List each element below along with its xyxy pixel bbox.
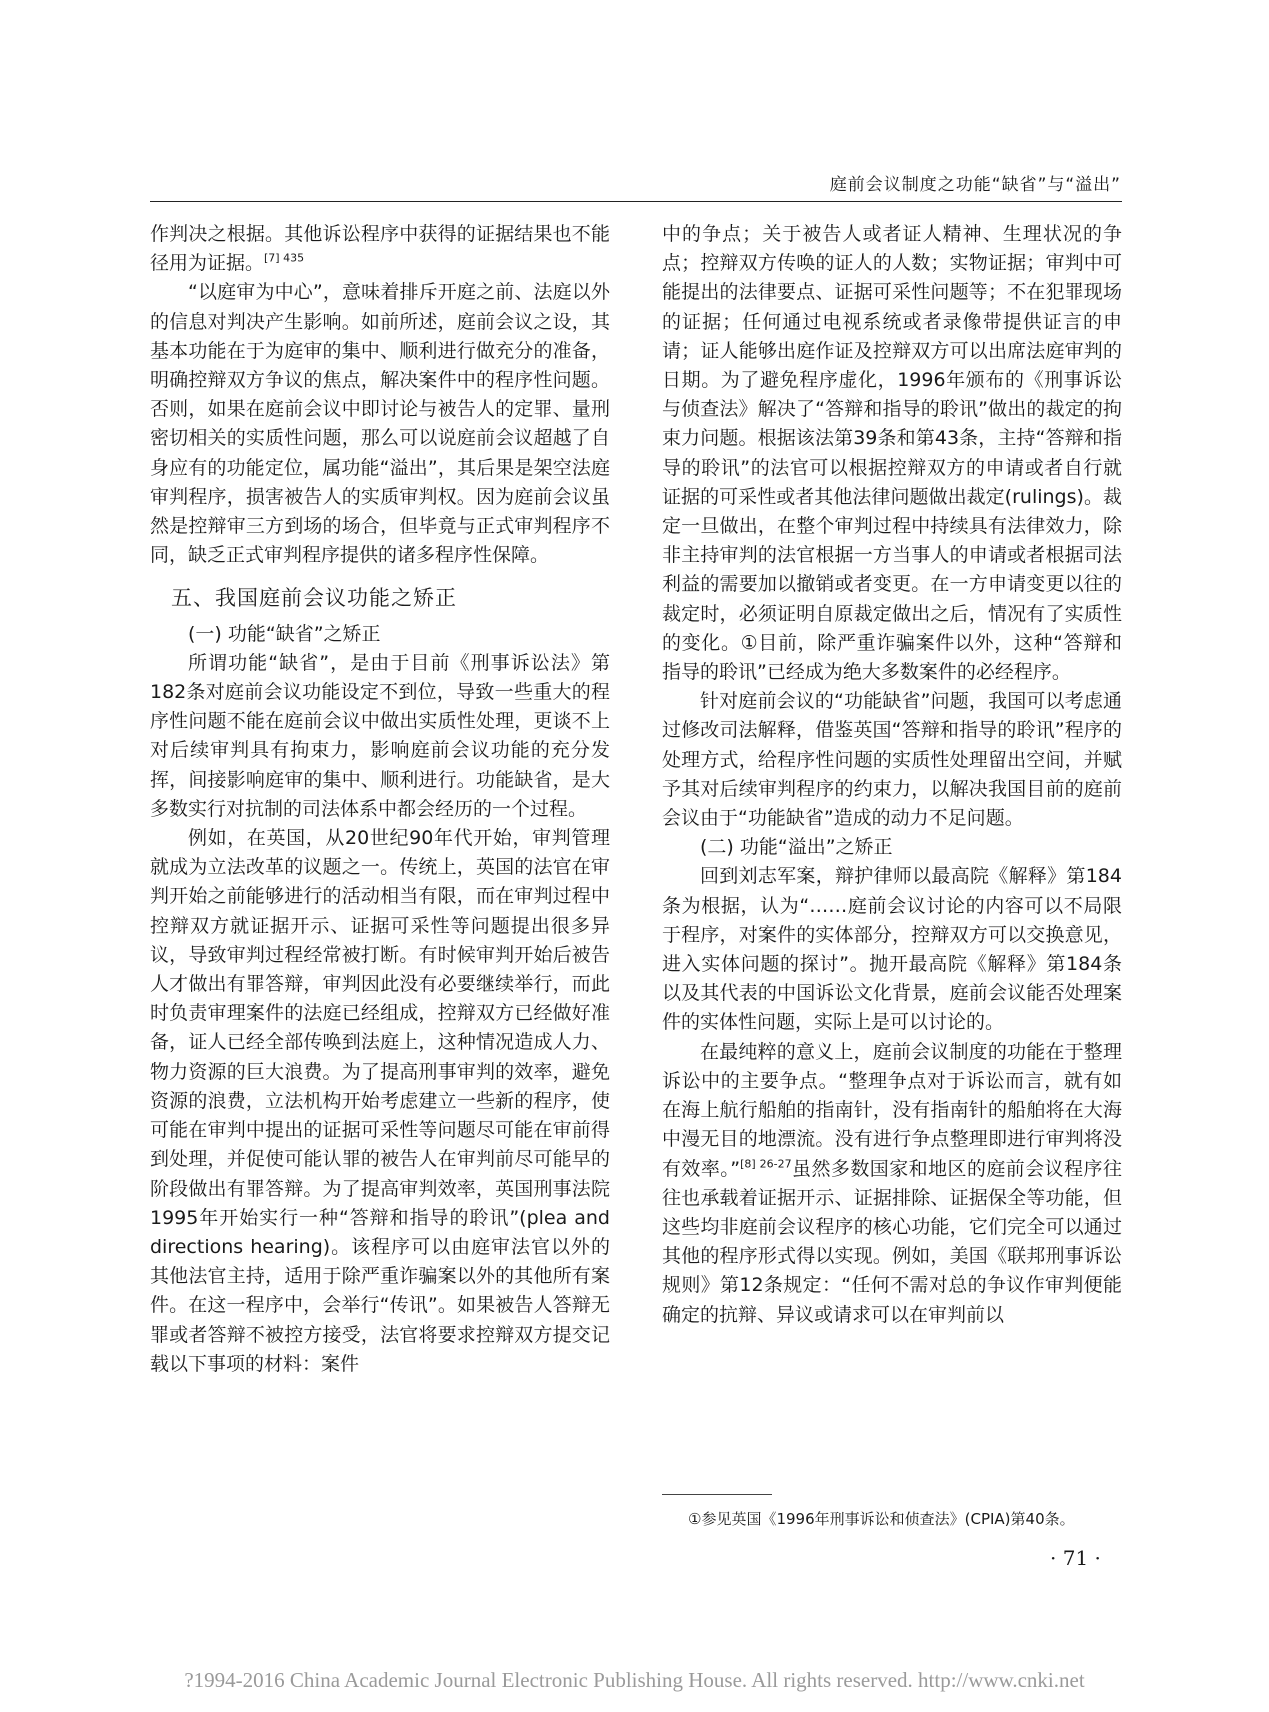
left-column [150, 220, 610, 1379]
running-title: 庭前会议制度之功能“缺省”与“溢出” [829, 175, 1121, 195]
copyright-line: ?1994-2016 China Academic Journal Electronic Publishing House. All rights reserved. http://www.cnki.net [184, 1668, 1085, 1692]
paragraph-text: 目前，除严重诈骗案件以外，这种“答辩和指导的聆讯”已经成为绝大多数案件的必经程序。 [662, 631, 1122, 684]
paragraph: 针对庭前会议的“功能缺省”问题，我国可以考虑通过修改司法解释，借鉴英国“答辩和指导的聆讯”程序的处理方式，给程序性问题的实质性处理留出空间，并赋予其对后续审判程序的约束力，以解决我国目前的庭前会议由于“功能缺省”造成的动力不足问题。 [662, 690, 1122, 830]
paragraph-text: 在最纯粹的意义上，庭前会议制度的功能在于整理诉讼中的主要争点。“整理争点对于诉讼而言，就有如在海上航行船舶的指南针，没有指南针的船舶将在大海中漫无目的地漂流。没有进行争点整理即进行审判将没有效率。” [662, 1040, 1122, 1180]
citation-ref: [8] 26-27 [740, 1157, 792, 1171]
paragraph-text: 中的争点；关于被告人或者证人精神、生理状况的争点；控辩双方传唤的证人的人数；实物证据；审判中可能提出的法律要点、证据可采性问题等；不在犯罪现场的证据；任何通过电视系统或者录像带提供证言的申请；证人能够出庭作证及控辩双方可以出席法庭审判的日期。为了避免程序虚化，1996年颁布的《刑事诉讼与侦查法》解决了“答辩和指导的聆讯”做出的裁定的拘束力问题。根据该法第39条和第43条，主持“答辩和指导的聆讯”的法官可以根据控辩双方的申请或者自行就证据的可采性或者其他法律问题做出裁定(rulings)。裁定一旦做出，在整个审判过程中持续具有法律效力，除非主持审判的法官根据一方当事人的申请或者根据司法利益的需要加以撤销或者变更。在一方申请变更以往的裁定时，必须证明自原裁定做出之后，情况有了实质性的变化。 [662, 223, 1122, 654]
footnote-rule [662, 1494, 772, 1495]
paragraph [150, 220, 610, 278]
footnote: ①参见英国《1996年刑事诉讼和侦查法》(CPIA)第40条。 [688, 1510, 1075, 1528]
paragraph: 回到刘志军案，辩护律师以最高院《解释》第184条为根据，认为“……庭前会议讨论的内容可以不局限于程序，对案件的实体部分，控辩双方可以交换意见，进入实体问题的探讨”。抛开最高院《解释》第184条以及其代表的中国诉讼文化背景，庭前会议能否处理案件的实体性问题，实际上是可以讨论的。 [662, 865, 1122, 1034]
subsection-heading: (一) 功能“缺省”之矫正 [188, 622, 381, 645]
paragraph: 例如，在英国，从20世纪90年代开始，审判管理就成为立法改革的议题之一。传统上，英国的法官在审判开始之前能够进行的活动相当有限，而在审判过程中控辩双方就证据开示、证据可采性等问题提出很多异议，导致审判过程经常被打断。有时候审判开始后被告人才做出有罪答辩，审判因此没有必要继续举行，而此时负责审理案件的法庭已经组成，控辩双方已经做好准备，证人已经全部传唤到法庭上，这种情况造成人力、物力资源的巨大浪费。为了提高刑事审判的效率，避免资源的浪费，立法机构开始考虑建立一些新的程序，使可能在审判中提出的证据可采性等问题尽可能在审前得到处理，并促使可能认罪的被告人在审判前尽可能早的阶段做出有罪答辩。为了提高审判效率，英国刑事法院1995年开始实行一种“答辩和指导的聆讯”(plea and directions hearing)。该程序可以由庭审法官以外的其他法官主持，适用于除严重诈骗案以外的其他所有案件。在这一程序中，会举行“传讯”。如果被告人答辩无罪或者答辩不被控方接受，法官将要求控辩双方提交记载以下事项的材料：案件 [150, 827, 610, 1375]
section-heading: 五、我国庭前会议功能之矫正 [171, 586, 457, 611]
header-rule [150, 201, 1122, 202]
paragraph: “以庭审为中心”，意味着排斥开庭之前、法庭以外的信息对判决产生影响。如前所述，庭前会议之设，其基本功能在于为庭审的集中、顺利进行做充分的准备，明确控辩双方争议的焦点，解决案件中的程序性问题。否则，如果在庭前会议中即讨论与被告人的定罪、量刑密切相关的实质性问题，那么可以说庭前会议超越了自身应有的功能定位，属功能“溢出”，其后果是架空法庭审判程序，损害被告人的实质审判权。因为庭前会议虽然是控辩审三方到场的场合，但毕竟与正式审判程序不同，缺乏正式审判程序提供的诸多程序性保障。 [150, 281, 610, 567]
paragraph [662, 1038, 1122, 1330]
footnote-marker[interactable]: ① [740, 631, 759, 654]
paragraph-text: 虽然多数国家和地区的庭前会议程序往往也承载着证据开示、证据排除、证据保全等功能，但这些均非庭前会议程序的核心功能，它们完全可以通过其他的程序形式得以实现。例如，美国《联邦刑事诉讼规则》第12条规定：“任何不需对总的争议作审判便能确定的抗辩、异议或请求可以在审判前以 [662, 1157, 1122, 1326]
paragraph [662, 220, 1122, 687]
right-column [662, 220, 1122, 1330]
paragraph-text: 作判决之根据。其他诉讼程序中获得的证据结果也不能径用为证据。 [150, 223, 610, 275]
citation-ref: [7] 435 [264, 251, 305, 265]
paragraph: 所谓功能“缺省”，是由于目前《刑事诉讼法》第182条对庭前会议功能设定不到位，导致一些重大的程序性问题不能在庭前会议中做出实质性处理，更谈不上对后续审判具有拘束力，影响庭前会议功能的充分发挥，间接影响庭审的集中、顺利进行。功能缺省，是大多数实行对抗制的司法体系中都会经历的一个过程。 [150, 651, 610, 820]
page-number: · 71 · [1050, 1546, 1101, 1570]
subsection-heading: (二) 功能“溢出”之矫正 [700, 836, 893, 859]
